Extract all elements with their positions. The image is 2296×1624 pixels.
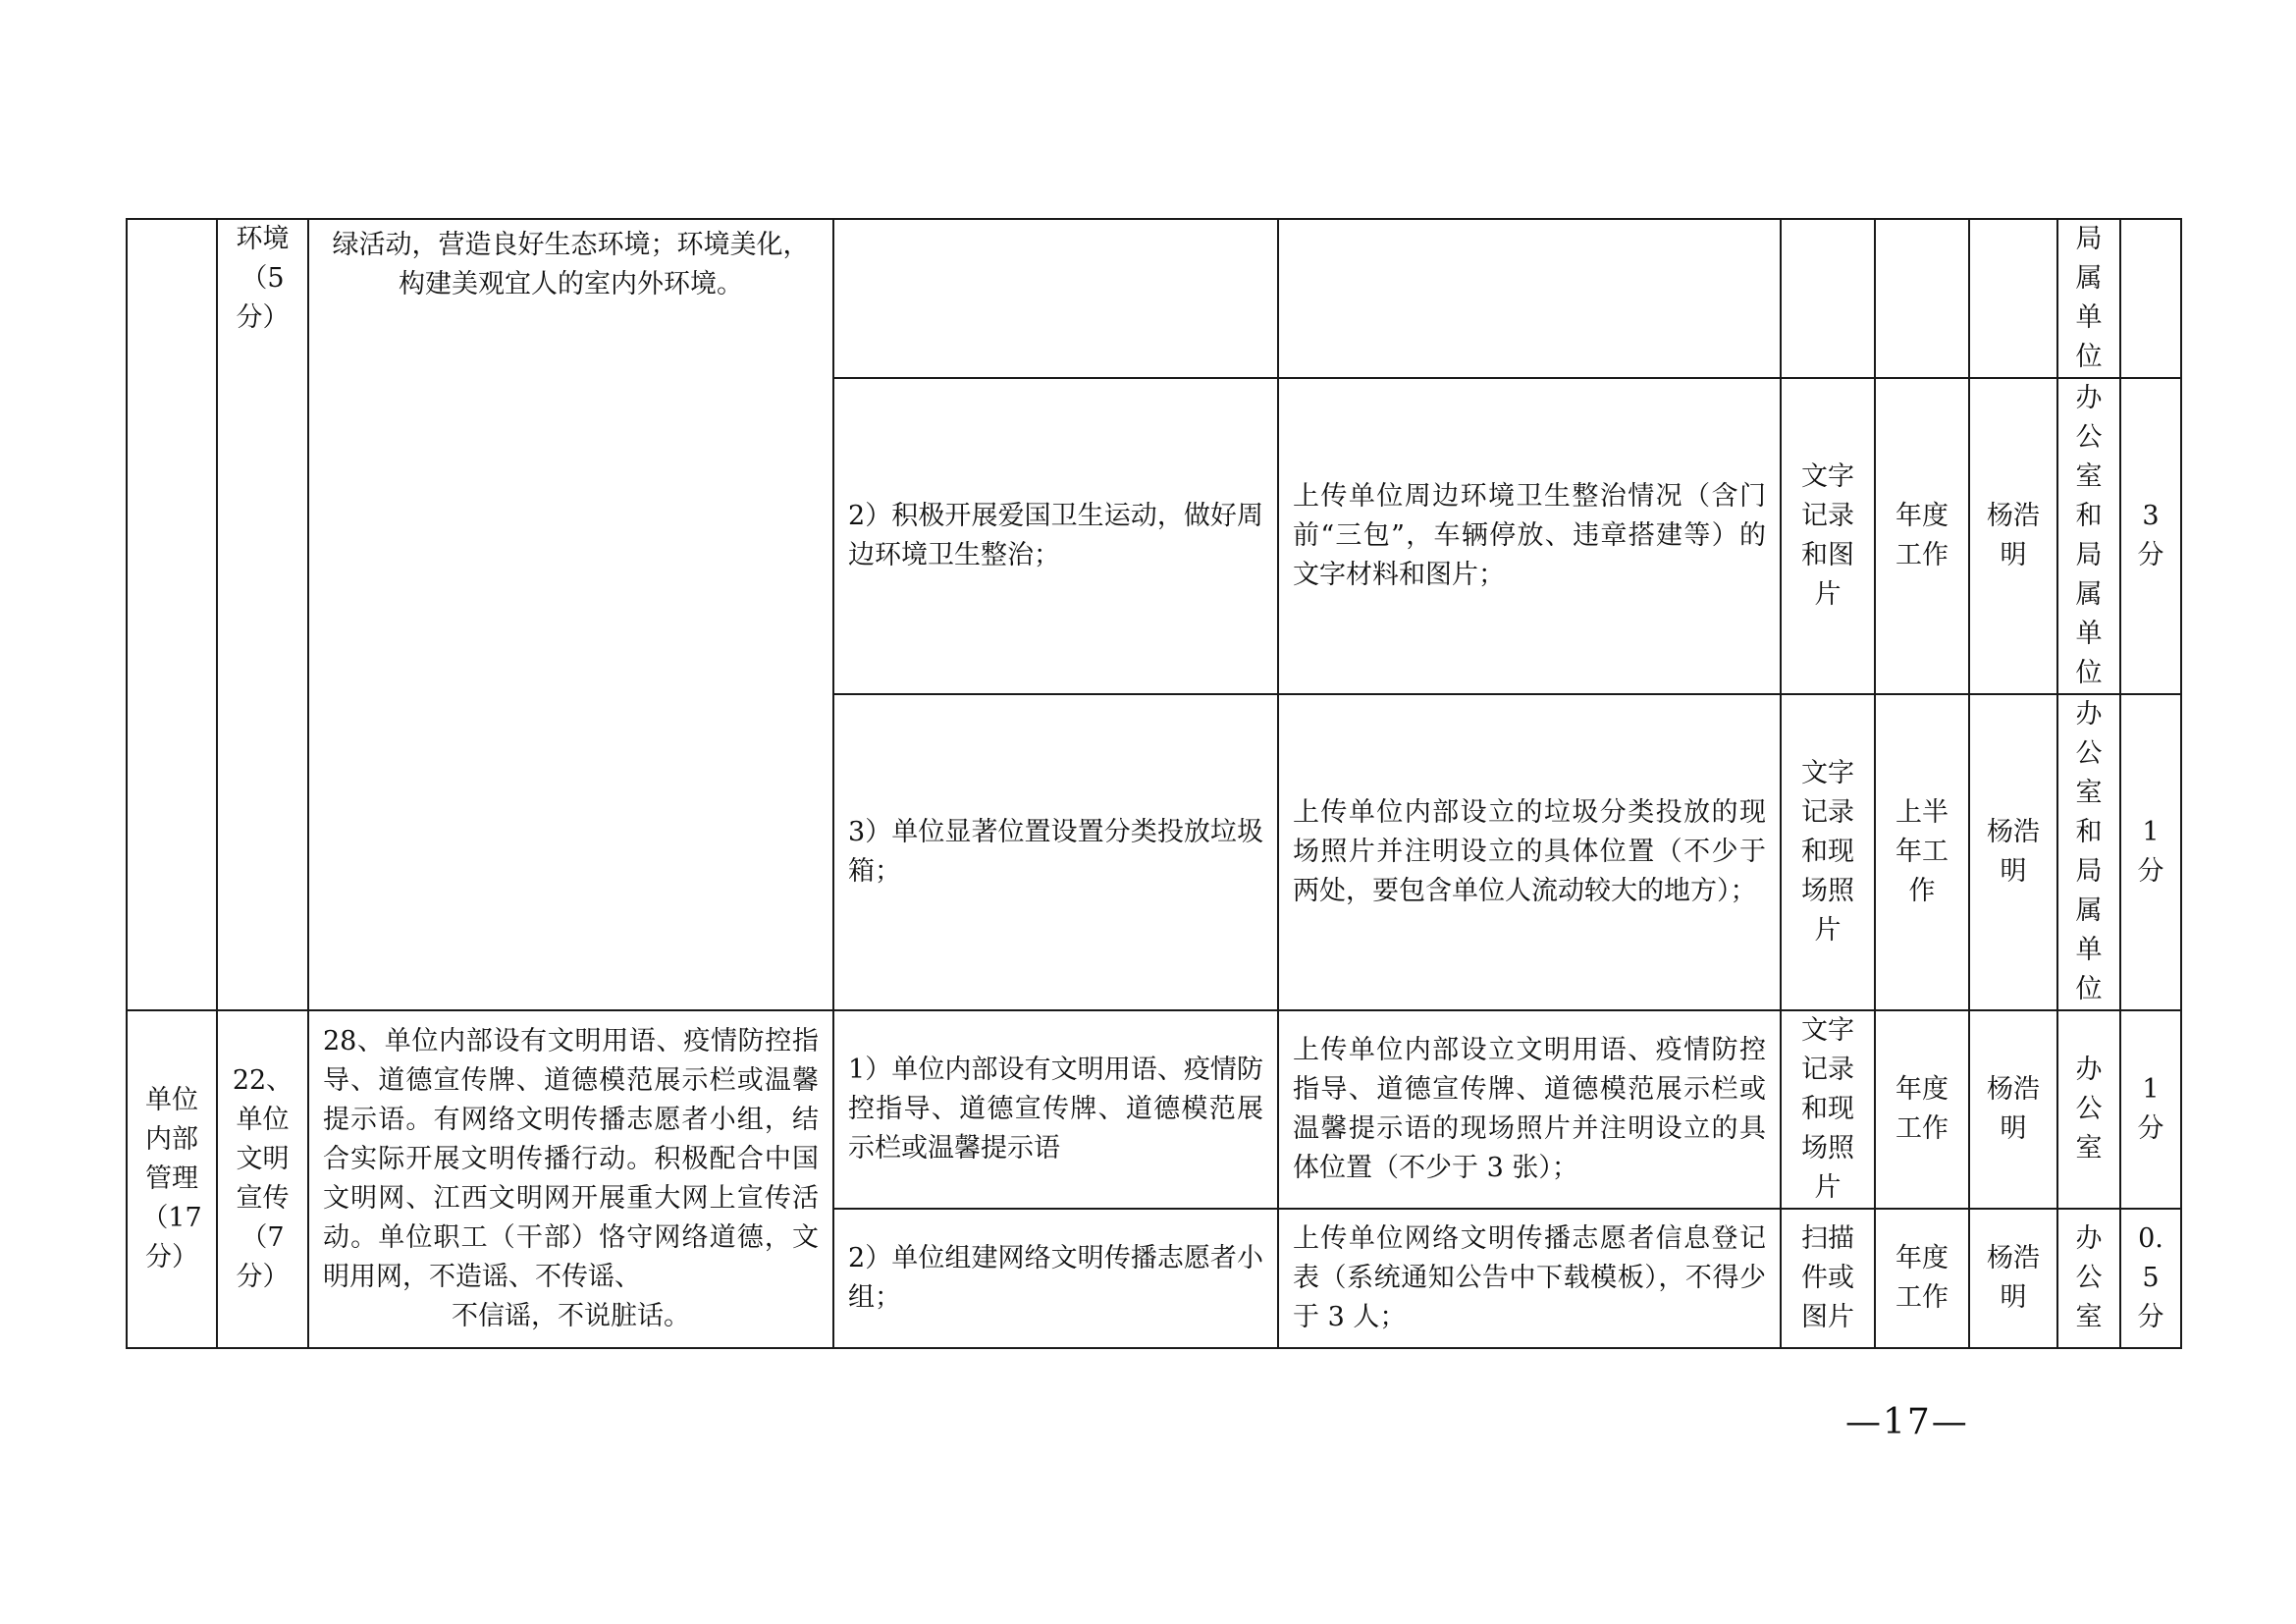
person-cell: 杨浩 明 xyxy=(1969,694,2057,1010)
evidence-cell: 上传单位网络文明传播志愿者信息登记表（系统通知公告中下载模板），不得少于 3 人； xyxy=(1278,1209,1781,1348)
requirement-line: 绿活动，营造良好生态环境；环境美化， xyxy=(332,230,810,260)
department-cell: 办 公 室 和 局 属 单 位 xyxy=(2057,694,2120,1010)
person-cell: 杨浩 明 xyxy=(1969,1209,2057,1348)
criteria-cell: 环境 （5 分） xyxy=(217,219,308,1010)
time-cell: 年度 工作 xyxy=(1875,1010,1969,1209)
sub-item-cell xyxy=(833,219,1278,378)
time-cell: 年度 工作 xyxy=(1875,378,1969,694)
form-cell xyxy=(1781,219,1875,378)
evidence-cell: 上传单位内部设立的垃圾分类投放的现场照片并注明设立的具体位置（不少于两处，要包含单位人流动较大的地方）； xyxy=(1278,694,1781,1010)
category-cell xyxy=(127,219,217,1010)
form-cell: 文字 记录 和现 场照 片 xyxy=(1781,1010,1875,1209)
form-cell: 扫描 件或 图片 xyxy=(1781,1209,1875,1348)
criteria-cell: 22、 单位 文明 宣传 （7 分） xyxy=(217,1010,308,1348)
evidence-cell: 上传单位周边环境卫生整治情况（含门前“三包”，车辆停放、违章搭建等）的文字材料和图片； xyxy=(1278,378,1781,694)
department-cell: 局 属 单 位 xyxy=(2057,219,2120,378)
requirement-cell xyxy=(308,1010,833,1348)
page-number: —17— xyxy=(1845,1402,1969,1442)
form-cell: 文字 记录 和现 场照 片 xyxy=(1781,694,1875,1010)
department-cell: 办 公 室 xyxy=(2057,1010,2120,1209)
evidence-cell: 上传单位内部设立文明用语、疫情防控指导、道德宣传牌、道德模范展示栏或温馨提示语的现场照片并注明设立的具体位置（不少于 3 张）； xyxy=(1278,1010,1781,1209)
sub-item-cell: 2）单位组建网络文明传播志愿者小组； xyxy=(833,1209,1278,1348)
time-cell xyxy=(1875,219,1969,378)
score-cell: 1 分 xyxy=(2120,1010,2181,1209)
score-cell: 3 分 xyxy=(2120,378,2181,694)
requirement-text: 28、单位内部设有文明用语、疫情防控指导、道德宣传牌、道德模范展示栏或温馨提示语。有网络文明传播志愿者小组，结合实际开展文明传播行动。积极配合中国文明网、江西文明网开展重大网上宣传活动。单位职工（干部）恪守网络道德，文明用网，不造谣、不传谣、 xyxy=(323,1026,819,1292)
table-row xyxy=(127,1010,2181,1209)
department-cell: 办 公 室 xyxy=(2057,1209,2120,1348)
form-cell: 文字 记录 和图 片 xyxy=(1781,378,1875,694)
requirement-line: 不信谣，不说脏话。 xyxy=(452,1301,690,1331)
score-cell: 1 分 xyxy=(2120,694,2181,1010)
sub-item-cell: 3）单位显著位置设置分类投放垃圾箱； xyxy=(833,694,1278,1010)
sub-item-cell: 2）积极开展爱国卫生运动，做好周边环境卫生整治； xyxy=(833,378,1278,694)
sub-item-cell: 1）单位内部设有文明用语、疫情防控指导、道德宣传牌、道德模范展示栏或温馨提示语 xyxy=(833,1010,1278,1209)
person-cell: 杨浩 明 xyxy=(1969,378,2057,694)
time-cell: 上半 年工 作 xyxy=(1875,694,1969,1010)
requirement-cell xyxy=(308,219,833,1010)
time-cell: 年度 工作 xyxy=(1875,1209,1969,1348)
category-cell: 单位 内部 管理 （17 分） xyxy=(127,1010,217,1348)
person-cell xyxy=(1969,219,2057,378)
department-cell: 办 公 室 和 局 属 单 位 xyxy=(2057,378,2120,694)
table-row xyxy=(127,219,2181,378)
requirement-line: 构建美观宜人的室内外环境。 xyxy=(399,269,743,299)
evaluation-table xyxy=(126,218,2182,1349)
evidence-cell xyxy=(1278,219,1781,378)
person-cell: 杨浩 明 xyxy=(1969,1010,2057,1209)
score-cell xyxy=(2120,219,2181,378)
score-cell: 0. 5 分 xyxy=(2120,1209,2181,1348)
